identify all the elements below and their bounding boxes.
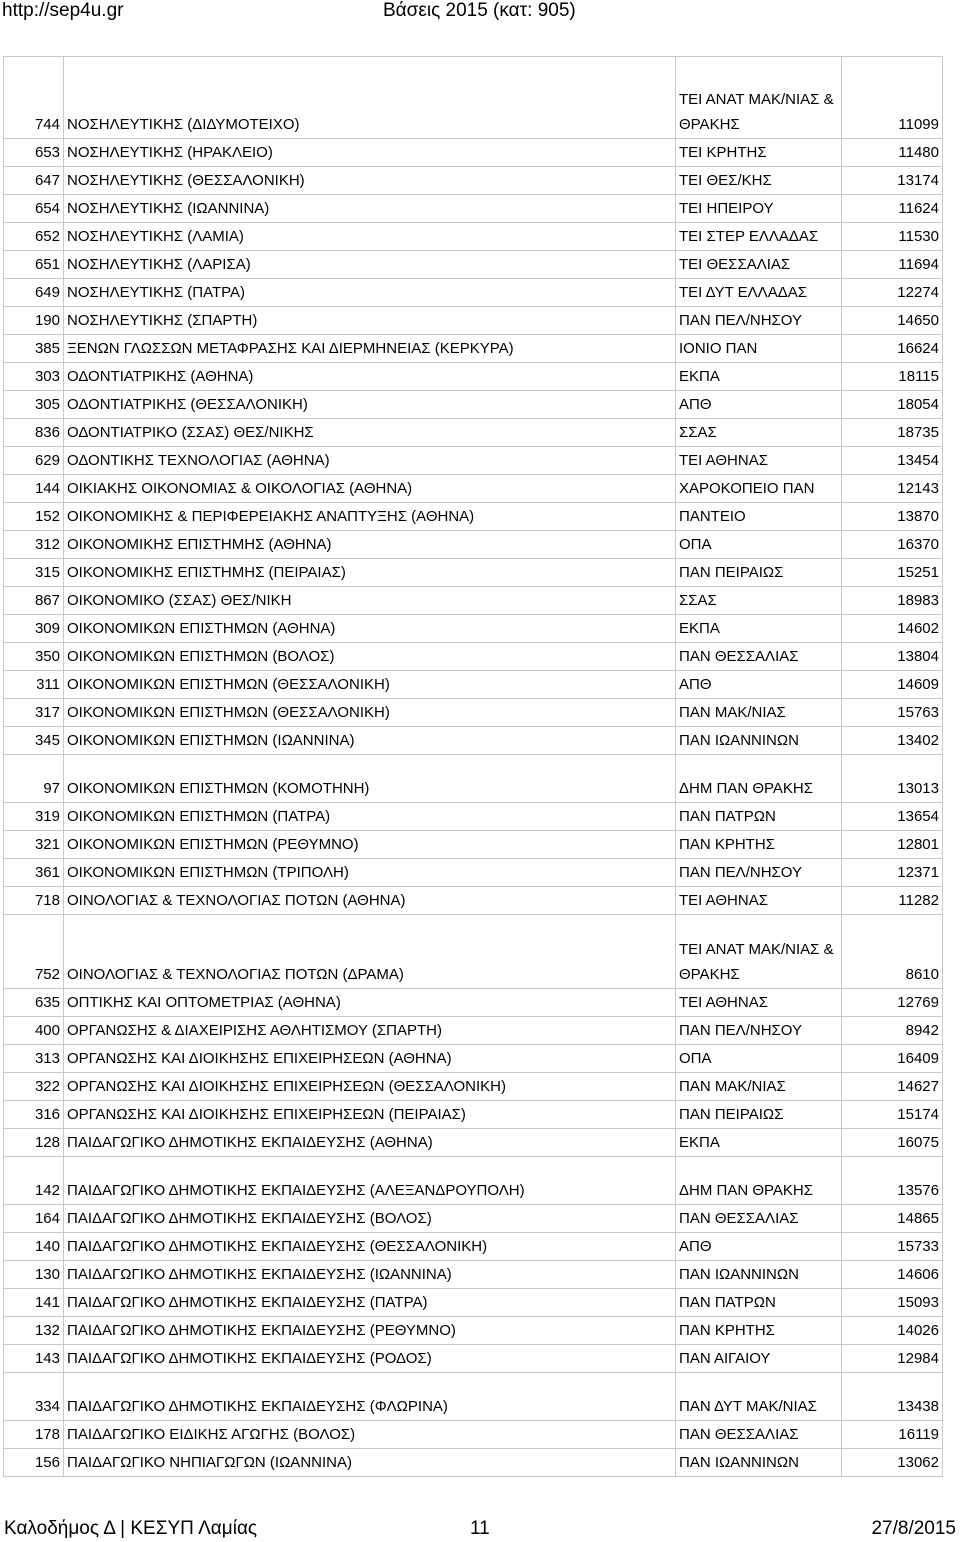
row-code: 132: [4, 1317, 64, 1345]
row-institution: ΠΑΝ ΠΕΛ/ΝΗΣΟΥ: [676, 307, 842, 335]
row-code: 867: [4, 587, 64, 615]
row-department: ΟΙΚΟΝΟΜΙΚΩΝ ΕΠΙΣΤΗΜΩΝ (ΙΩΑΝΝΙΝΑ): [64, 727, 676, 755]
table-row: [4, 755, 943, 803]
row-department: ΟΠΤΙΚΗΣ ΚΑΙ ΟΠΤΟΜΕΤΡΙΑΣ (ΑΘΗΝΑ): [64, 989, 676, 1017]
row-department: ΠΑΙΔΑΓΩΓΙΚΟ ΔΗΜΟΤΙΚΗΣ ΕΚΠΑΙΔΕΥΣΗΣ (ΡΟΔΟΣ): [64, 1345, 676, 1373]
row-institution: ΠΑΝ ΑΙΓΑΙΟΥ: [676, 1345, 842, 1373]
row-department: ΟΙΚΟΝΟΜΙΚΗΣ ΕΠΙΣΤΗΜΗΣ (ΑΘΗΝΑ): [64, 531, 676, 559]
row-code: 649: [4, 279, 64, 307]
header-title: Βάσεις 2015 (κατ: 905): [383, 0, 576, 21]
row-department: ΟΙΚΟΝΟΜΙΚΩΝ ΕΠΙΣΤΗΜΩΝ (ΡΕΘΥΜΝΟ): [64, 831, 676, 859]
row-institution: ΤΕΙ ΑΘΗΝΑΣ: [676, 447, 842, 475]
row-department: ΝΟΣΗΛΕΥΤΙΚΗΣ (ΘΕΣΣΑΛΟΝΙΚΗ): [64, 167, 676, 195]
row-institution: ΠΑΝ ΠΕΙΡΑΙΩΣ: [676, 559, 842, 587]
row-department: ΟΙΚΟΝΟΜΙΚΗΣ & ΠΕΡΙΦΕΡΕΙΑΚΗΣ ΑΝΑΠΤΥΞΗΣ (ΑΘΗΝΑ): [64, 503, 676, 531]
table-row: [4, 251, 943, 279]
row-institution: ΔΗΜ ΠΑΝ ΘΡΑΚΗΣ: [676, 1157, 842, 1205]
row-score: 11480: [842, 139, 943, 167]
row-code: 651: [4, 251, 64, 279]
row-department: ΝΟΣΗΛΕΥΤΙΚΗΣ (ΗΡΑΚΛΕΙΟ): [64, 139, 676, 167]
table-row: [4, 223, 943, 251]
row-score: 13402: [842, 727, 943, 755]
row-score: 18115: [842, 363, 943, 391]
table-row: [4, 643, 943, 671]
table-row: [4, 307, 943, 335]
row-institution: ΣΣΑΣ: [676, 587, 842, 615]
row-code: 303: [4, 363, 64, 391]
row-department: ΟΔΟΝΤΙΑΤΡΙΚΗΣ (ΘΕΣΣΑΛΟΝΙΚΗ): [64, 391, 676, 419]
page-header: [0, 0, 960, 28]
row-department: ΟΔΟΝΤΙΑΤΡΙΚΟ (ΣΣΑΣ) ΘΕΣ/ΝΙΚΗΣ: [64, 419, 676, 447]
table-row: [4, 1289, 943, 1317]
row-institution: ΠΑΝ ΙΩΑΝΝΙΝΩΝ: [676, 1261, 842, 1289]
row-department: ΝΟΣΗΛΕΥΤΙΚΗΣ (ΣΠΑΡΤΗ): [64, 307, 676, 335]
row-institution: ΤΕΙ ΔΥΤ ΕΛΛΑΔΑΣ: [676, 279, 842, 307]
table-row: [4, 1345, 943, 1373]
row-score: 15251: [842, 559, 943, 587]
row-score: 13576: [842, 1157, 943, 1205]
row-institution: ΤΕΙ ΑΘΗΝΑΣ: [676, 887, 842, 915]
row-code: 142: [4, 1157, 64, 1205]
row-institution: ΑΠΘ: [676, 671, 842, 699]
row-department: ΠΑΙΔΑΓΩΓΙΚΟ ΔΗΜΟΤΙΚΗΣ ΕΚΠΑΙΔΕΥΣΗΣ (ΡΕΘΥΜΝΟ): [64, 1317, 676, 1345]
row-code: 190: [4, 307, 64, 335]
row-department: ΟΙΚΟΝΟΜΙΚΩΝ ΕΠΙΣΤΗΜΩΝ (ΒΟΛΟΣ): [64, 643, 676, 671]
row-department: ΟΡΓΑΝΩΣΗΣ & ΔΙΑΧΕΙΡΙΣΗΣ ΑΘΛΗΤΙΣΜΟΥ (ΣΠΑΡΤΗ): [64, 1017, 676, 1045]
row-score: 11694: [842, 251, 943, 279]
row-score: 12801: [842, 831, 943, 859]
row-institution: ΠΑΝ ΘΕΣΣΑΛΙΑΣ: [676, 643, 842, 671]
row-code: 836: [4, 419, 64, 447]
row-department: ΟΡΓΑΝΩΣΗΣ ΚΑΙ ΔΙΟΙΚΗΣΗΣ ΕΠΙΧΕΙΡΗΣΕΩΝ (ΘΕΣΣΑΛΟΝΙΚΗ): [64, 1073, 676, 1101]
row-department: ΟΔΟΝΤΙΚΗΣ ΤΕΧΝΟΛΟΓΙΑΣ (ΑΘΗΝΑ): [64, 447, 676, 475]
table-row: [4, 419, 943, 447]
row-code: 752: [4, 915, 64, 989]
row-department: ΠΑΙΔΑΓΩΓΙΚΟ ΔΗΜΟΤΙΚΗΣ ΕΚΠΑΙΔΕΥΣΗΣ (ΑΛΕΞΑΝΔΡΟΥΠΟΛΗ): [64, 1157, 676, 1205]
row-code: 130: [4, 1261, 64, 1289]
row-department: ΠΑΙΔΑΓΩΓΙΚΟ ΝΗΠΙΑΓΩΓΩΝ (ΙΩΑΝΝΙΝΑ): [64, 1449, 676, 1477]
row-department: ΟΙΝΟΛΟΓΙΑΣ & ΤΕΧΝΟΛΟΓΙΑΣ ΠΟΤΩΝ (ΔΡΑΜΑ): [64, 915, 676, 989]
table-row: [4, 1233, 943, 1261]
table-row: [4, 1373, 943, 1421]
row-code: 152: [4, 503, 64, 531]
table-row: [4, 195, 943, 223]
row-code: 385: [4, 335, 64, 363]
row-institution: ΠΑΝ ΙΩΑΝΝΙΝΩΝ: [676, 1449, 842, 1477]
row-score: 14865: [842, 1205, 943, 1233]
row-score: 18054: [842, 391, 943, 419]
row-code: 311: [4, 671, 64, 699]
row-department: ΟΡΓΑΝΩΣΗΣ ΚΑΙ ΔΙΟΙΚΗΣΗΣ ΕΠΙΧΕΙΡΗΣΕΩΝ (ΠΕΙΡΑΙΑΣ): [64, 1101, 676, 1129]
table-row: [4, 859, 943, 887]
row-score: 15763: [842, 699, 943, 727]
table-body: [4, 57, 943, 1477]
page-footer: [0, 1518, 960, 1542]
row-code: 140: [4, 1233, 64, 1261]
row-score: 13454: [842, 447, 943, 475]
row-code: 718: [4, 887, 64, 915]
row-department: ΠΑΙΔΑΓΩΓΙΚΟ ΔΗΜΟΤΙΚΗΣ ΕΚΠΑΙΔΕΥΣΗΣ (ΒΟΛΟΣ): [64, 1205, 676, 1233]
row-code: 744: [4, 57, 64, 139]
row-code: 313: [4, 1045, 64, 1073]
row-score: 12769: [842, 989, 943, 1017]
row-code: 647: [4, 167, 64, 195]
table-row: [4, 671, 943, 699]
row-department: ΝΟΣΗΛΕΥΤΙΚΗΣ (ΙΩΑΝΝΙΝΑ): [64, 195, 676, 223]
row-code: 361: [4, 859, 64, 887]
table-row: [4, 989, 943, 1017]
row-institution: ΠΑΝ ΜΑΚ/ΝΙΑΣ: [676, 1073, 842, 1101]
row-score: 16119: [842, 1421, 943, 1449]
table-row: [4, 167, 943, 195]
row-score: 14606: [842, 1261, 943, 1289]
table-row: [4, 447, 943, 475]
row-institution: ΠΑΝ ΚΡΗΤΗΣ: [676, 831, 842, 859]
row-department: ΝΟΣΗΛΕΥΤΙΚΗΣ (ΠΑΤΡΑ): [64, 279, 676, 307]
row-score: 8610: [842, 915, 943, 989]
row-department: ΟΙΚΟΝΟΜΙΚΩΝ ΕΠΙΣΤΗΜΩΝ (ΘΕΣΣΑΛΟΝΙΚΗ): [64, 699, 676, 727]
row-score: 15174: [842, 1101, 943, 1129]
row-institution: ΠΑΝ ΙΩΑΝΝΙΝΩΝ: [676, 727, 842, 755]
row-department: ΟΙΚΟΝΟΜΙΚΗΣ ΕΠΙΣΤΗΜΗΣ (ΠΕΙΡΑΙΑΣ): [64, 559, 676, 587]
row-institution: ΠΑΝ ΚΡΗΤΗΣ: [676, 1317, 842, 1345]
row-code: 317: [4, 699, 64, 727]
table-row: [4, 1101, 943, 1129]
row-score: 12984: [842, 1345, 943, 1373]
row-code: 322: [4, 1073, 64, 1101]
row-institution: ΠΑΝ ΘΕΣΣΑΛΙΑΣ: [676, 1205, 842, 1233]
row-code: 144: [4, 475, 64, 503]
row-department: ΠΑΙΔΑΓΩΓΙΚΟ ΔΗΜΟΤΙΚΗΣ ΕΚΠΑΙΔΕΥΣΗΣ (ΑΘΗΝΑ): [64, 1129, 676, 1157]
table-row: [4, 1421, 943, 1449]
row-score: 15733: [842, 1233, 943, 1261]
row-institution: ΔΗΜ ΠΑΝ ΘΡΑΚΗΣ: [676, 755, 842, 803]
footer-page-number: 11: [470, 1518, 490, 1539]
row-institution: ΙΟΝΙΟ ΠΑΝ: [676, 335, 842, 363]
row-code: 319: [4, 803, 64, 831]
row-score: 12371: [842, 859, 943, 887]
cutoff-scores-table: [3, 56, 943, 1477]
row-score: 11624: [842, 195, 943, 223]
row-institution: ΠΑΝ ΘΕΣΣΑΛΙΑΣ: [676, 1421, 842, 1449]
row-code: 654: [4, 195, 64, 223]
row-institution: ΤΕΙ ΘΕΣΣΑΛΙΑΣ: [676, 251, 842, 279]
row-score: 12143: [842, 475, 943, 503]
row-institution: ΤΕΙ ΑΝΑΤ ΜΑΚ/ΝΙΑΣ & ΘΡΑΚΗΣ: [676, 57, 842, 139]
row-institution: ΤΕΙ ΣΤΕΡ ΕΛΛΑΔΑΣ: [676, 223, 842, 251]
row-department: ΝΟΣΗΛΕΥΤΙΚΗΣ (ΔΙΔΥΜΟΤΕΙΧΟ): [64, 57, 676, 139]
row-institution: ΤΕΙ ΚΡΗΤΗΣ: [676, 139, 842, 167]
row-code: 312: [4, 531, 64, 559]
row-score: 8942: [842, 1017, 943, 1045]
row-code: 143: [4, 1345, 64, 1373]
row-department: ΠΑΙΔΑΓΩΓΙΚΟ ΔΗΜΟΤΙΚΗΣ ΕΚΠΑΙΔΕΥΣΗΣ (ΠΑΤΡΑ): [64, 1289, 676, 1317]
table-row: [4, 1045, 943, 1073]
table-row: [4, 279, 943, 307]
table-row: [4, 727, 943, 755]
row-score: 13654: [842, 803, 943, 831]
row-department: ΠΑΙΔΑΓΩΓΙΚΟ ΔΗΜΟΤΙΚΗΣ ΕΚΠΑΙΔΕΥΣΗΣ (ΙΩΑΝΝΙΝΑ): [64, 1261, 676, 1289]
table-row: [4, 887, 943, 915]
row-code: 156: [4, 1449, 64, 1477]
table-row: [4, 503, 943, 531]
row-score: 13062: [842, 1449, 943, 1477]
row-department: ΠΑΙΔΑΓΩΓΙΚΟ ΔΗΜΟΤΙΚΗΣ ΕΚΠΑΙΔΕΥΣΗΣ (ΘΕΣΣΑΛΟΝΙΚΗ): [64, 1233, 676, 1261]
row-institution: ΠΑΝ ΠΑΤΡΩΝ: [676, 803, 842, 831]
row-score: 16409: [842, 1045, 943, 1073]
row-institution: ΑΠΘ: [676, 391, 842, 419]
row-code: 350: [4, 643, 64, 671]
row-department: ΟΔΟΝΤΙΑΤΡΙΚΗΣ (ΑΘΗΝΑ): [64, 363, 676, 391]
row-institution: ΣΣΑΣ: [676, 419, 842, 447]
row-score: 13174: [842, 167, 943, 195]
row-code: 316: [4, 1101, 64, 1129]
row-department: ΟΙΚΟΝΟΜΙΚΩΝ ΕΠΙΣΤΗΜΩΝ (ΑΘΗΝΑ): [64, 615, 676, 643]
row-score: 14026: [842, 1317, 943, 1345]
row-score: 13870: [842, 503, 943, 531]
row-score: 14609: [842, 671, 943, 699]
table-row: [4, 699, 943, 727]
row-score: 12274: [842, 279, 943, 307]
row-institution: ΠΑΝ ΠΕΛ/ΝΗΣΟΥ: [676, 1017, 842, 1045]
row-code: 97: [4, 755, 64, 803]
row-code: 321: [4, 831, 64, 859]
row-code: 128: [4, 1129, 64, 1157]
row-institution: ΠΑΝ ΔΥΤ ΜΑΚ/ΝΙΑΣ: [676, 1373, 842, 1421]
row-score: 13804: [842, 643, 943, 671]
row-code: 305: [4, 391, 64, 419]
row-department: ΟΙΝΟΛΟΓΙΑΣ & ΤΕΧΝΟΛΟΓΙΑΣ ΠΟΤΩΝ (ΑΘΗΝΑ): [64, 887, 676, 915]
footer-author: Καλοδήμος Δ | ΚΕΣΥΠ Λαμίας: [4, 1518, 258, 1539]
table-row: [4, 559, 943, 587]
row-score: 18983: [842, 587, 943, 615]
row-department: ΟΙΚΟΝΟΜΙΚΩΝ ΕΠΙΣΤΗΜΩΝ (ΠΑΤΡΑ): [64, 803, 676, 831]
table-row: [4, 391, 943, 419]
row-code: 400: [4, 1017, 64, 1045]
row-score: 16624: [842, 335, 943, 363]
table-row: [4, 587, 943, 615]
table-row: [4, 335, 943, 363]
row-department: ΠΑΙΔΑΓΩΓΙΚΟ ΕΙΔΙΚΗΣ ΑΓΩΓΗΣ (ΒΟΛΟΣ): [64, 1421, 676, 1449]
table-row: [4, 1017, 943, 1045]
row-department: ΞΕΝΩΝ ΓΛΩΣΣΩΝ ΜΕΤΑΦΡΑΣΗΣ ΚΑΙ ΔΙΕΡΜΗΝΕΙΑΣ (ΚΕΡΚΥΡΑ): [64, 335, 676, 363]
row-institution: ΕΚΠΑ: [676, 615, 842, 643]
row-institution: ΤΕΙ ΑΘΗΝΑΣ: [676, 989, 842, 1017]
table-row: [4, 831, 943, 859]
row-code: 164: [4, 1205, 64, 1233]
row-code: 141: [4, 1289, 64, 1317]
row-score: 14627: [842, 1073, 943, 1101]
row-code: 635: [4, 989, 64, 1017]
row-institution: ΠΑΝ ΠΑΤΡΩΝ: [676, 1289, 842, 1317]
row-institution: ΕΚΠΑ: [676, 363, 842, 391]
row-department: ΠΑΙΔΑΓΩΓΙΚΟ ΔΗΜΟΤΙΚΗΣ ΕΚΠΑΙΔΕΥΣΗΣ (ΦΛΩΡΙΝΑ): [64, 1373, 676, 1421]
row-department: ΟΙΚΟΝΟΜΙΚΟ (ΣΣΑΣ) ΘΕΣ/ΝΙΚΗ: [64, 587, 676, 615]
table-row: [4, 1157, 943, 1205]
row-code: 652: [4, 223, 64, 251]
row-department: ΝΟΣΗΛΕΥΤΙΚΗΣ (ΛΑΜΙΑ): [64, 223, 676, 251]
row-institution: ΠΑΝΤΕΙΟ: [676, 503, 842, 531]
row-department: ΟΙΚΟΝΟΜΙΚΩΝ ΕΠΙΣΤΗΜΩΝ (ΤΡΙΠΟΛΗ): [64, 859, 676, 887]
row-institution: ΧΑΡΟΚΟΠΕΙΟ ΠΑΝ: [676, 475, 842, 503]
row-department: ΟΡΓΑΝΩΣΗΣ ΚΑΙ ΔΙΟΙΚΗΣΗΣ ΕΠΙΧΕΙΡΗΣΕΩΝ (ΑΘΗΝΑ): [64, 1045, 676, 1073]
table-row: [4, 915, 943, 989]
row-code: 315: [4, 559, 64, 587]
table-row: [4, 1317, 943, 1345]
row-institution: ΑΠΘ: [676, 1233, 842, 1261]
table-row: [4, 475, 943, 503]
row-score: 14602: [842, 615, 943, 643]
table-row: [4, 531, 943, 559]
row-score: 11282: [842, 887, 943, 915]
row-institution: ΤΕΙ ΗΠΕΙΡΟΥ: [676, 195, 842, 223]
row-score: 16075: [842, 1129, 943, 1157]
table-row: [4, 139, 943, 167]
row-score: 11099: [842, 57, 943, 139]
row-code: 334: [4, 1373, 64, 1421]
row-department: ΝΟΣΗΛΕΥΤΙΚΗΣ (ΛΑΡΙΣΑ): [64, 251, 676, 279]
row-institution: ΕΚΠΑ: [676, 1129, 842, 1157]
row-code: 178: [4, 1421, 64, 1449]
row-institution: ΟΠΑ: [676, 531, 842, 559]
row-institution: ΠΑΝ ΠΕΙΡΑΙΩΣ: [676, 1101, 842, 1129]
row-code: 653: [4, 139, 64, 167]
table-row: [4, 1129, 943, 1157]
row-institution: ΠΑΝ ΜΑΚ/ΝΙΑΣ: [676, 699, 842, 727]
row-score: 16370: [842, 531, 943, 559]
row-score: 13438: [842, 1373, 943, 1421]
row-institution: ΟΠΑ: [676, 1045, 842, 1073]
row-score: 13013: [842, 755, 943, 803]
table-row: [4, 363, 943, 391]
table-row: [4, 57, 943, 139]
table-row: [4, 1449, 943, 1477]
header-url[interactable]: http://sep4u.gr: [2, 0, 124, 21]
row-institution: ΤΕΙ ΘΕΣ/ΚΗΣ: [676, 167, 842, 195]
table-row: [4, 1073, 943, 1101]
row-department: ΟΙΚΟΝΟΜΙΚΩΝ ΕΠΙΣΤΗΜΩΝ (ΚΟΜΟΤΗΝΗ): [64, 755, 676, 803]
row-score: 15093: [842, 1289, 943, 1317]
row-department: ΟΙΚΙΑΚΗΣ ΟΙΚΟΝΟΜΙΑΣ & ΟΙΚΟΛΟΓΙΑΣ (ΑΘΗΝΑ): [64, 475, 676, 503]
row-score: 11530: [842, 223, 943, 251]
row-score: 18735: [842, 419, 943, 447]
row-department: ΟΙΚΟΝΟΜΙΚΩΝ ΕΠΙΣΤΗΜΩΝ (ΘΕΣΣΑΛΟΝΙΚΗ): [64, 671, 676, 699]
row-code: 309: [4, 615, 64, 643]
footer-date: 27/8/2015: [871, 1518, 956, 1539]
row-score: 14650: [842, 307, 943, 335]
row-institution: ΠΑΝ ΠΕΛ/ΝΗΣΟΥ: [676, 859, 842, 887]
table-row: [4, 1261, 943, 1289]
table-row: [4, 615, 943, 643]
row-code: 345: [4, 727, 64, 755]
row-institution: ΤΕΙ ΑΝΑΤ ΜΑΚ/ΝΙΑΣ & ΘΡΑΚΗΣ: [676, 915, 842, 989]
table-row: [4, 803, 943, 831]
row-code: 629: [4, 447, 64, 475]
table-row: [4, 1205, 943, 1233]
